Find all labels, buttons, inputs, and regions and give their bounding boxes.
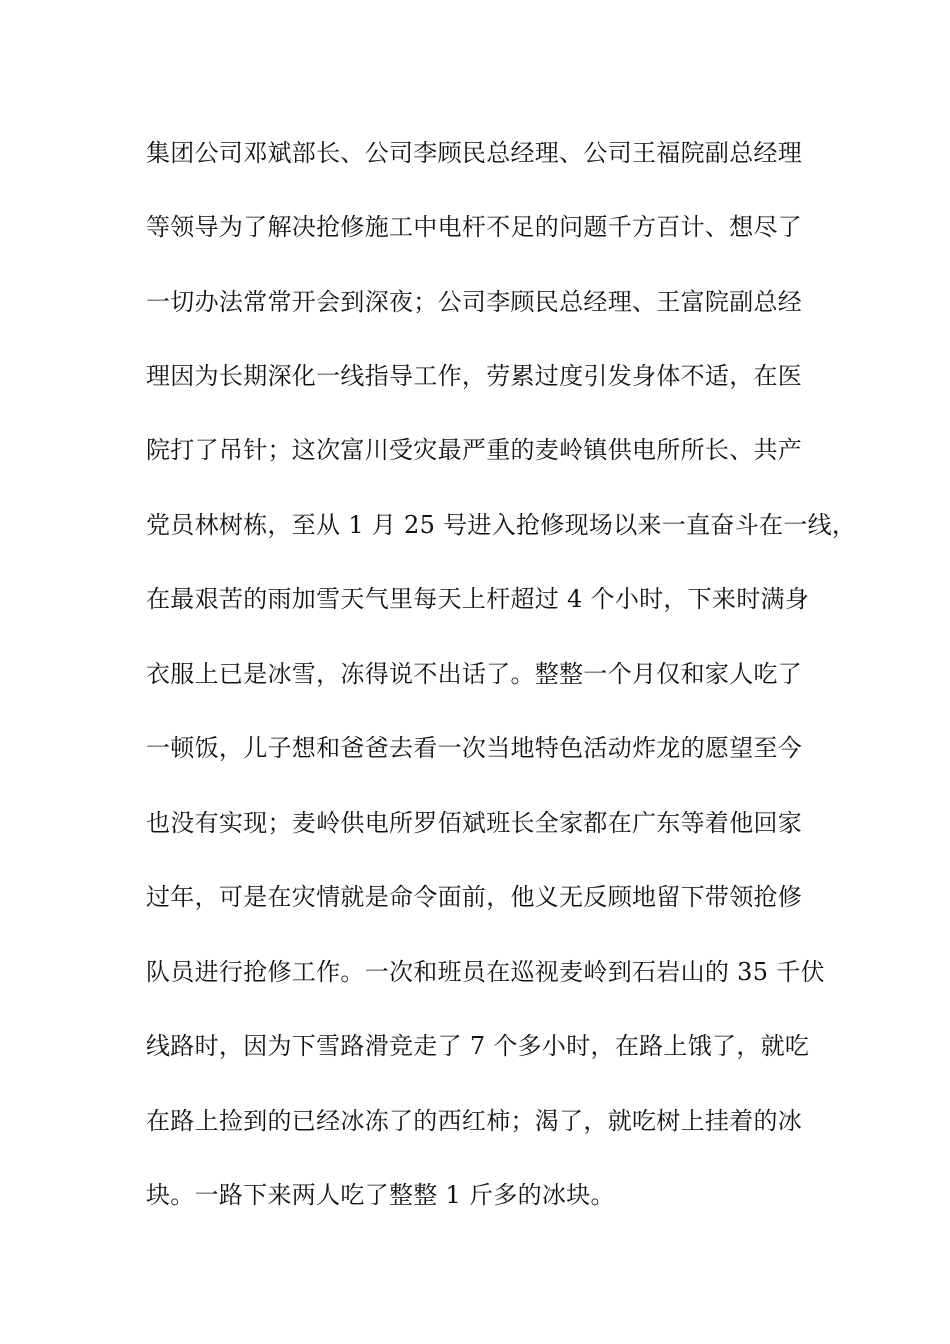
paragraph-line-12: 队员进行抢修工作。一次和班员在巡视麦岭到石岩山的 35 千伏	[146, 958, 825, 986]
paragraph-line-14: 在路上捡到的已经冰冻了的西红柿；渴了，就吃树上挂着的冰	[146, 1107, 803, 1135]
paragraph-line-3: 一切办法常常开会到深夜；公司李顾民总经理、王富院副总经	[146, 288, 803, 316]
paragraph-line-5: 院打了吊针；这次富川受灾最严重的麦岭镇供电所所长、共产	[146, 436, 803, 464]
paragraph-line-15: 块。一路下来两人吃了整整 1 斤多的冰块。	[146, 1181, 615, 1209]
paragraph-line-7: 在最艰苦的雨加雪天气里每天上杆超过 4 个小时，下来时满身	[146, 585, 810, 613]
paragraph-line-11: 过年，可是在灾情就是命令面前，他义无反顾地留下带领抢修	[146, 883, 803, 911]
paragraph-line-4: 理因为长期深化一线指导工作，劳累过度引发身体不适，在医	[146, 362, 803, 390]
paragraph-line-1: 集团公司邓斌部长、公司李顾民总经理、公司王福院副总经理	[146, 139, 803, 167]
paragraph-line-8: 衣服上已是冰雪，冻得说不出话了。整整一个月仅和家人吃了	[146, 660, 803, 688]
paragraph-line-6: 党员林树栋，至从 1 月 25 号进入抢修现场以来一直奋斗在一线，	[146, 511, 857, 539]
paragraph-line-2: 等领导为了解决抢修施工中电杆不足的问题千方百计、想尽了	[146, 213, 803, 241]
paragraph-line-13: 线路时，因为下雪路滑竞走了 7 个多小时，在路上饿了，就吃	[146, 1032, 810, 1060]
paragraph-line-9: 一顿饭，儿子想和爸爸去看一次当地特色活动炸龙的愿望至今	[146, 734, 803, 762]
paragraph-line-10: 也没有实现；麦岭供电所罗佰斌班长全家都在广东等着他回家	[146, 809, 803, 837]
